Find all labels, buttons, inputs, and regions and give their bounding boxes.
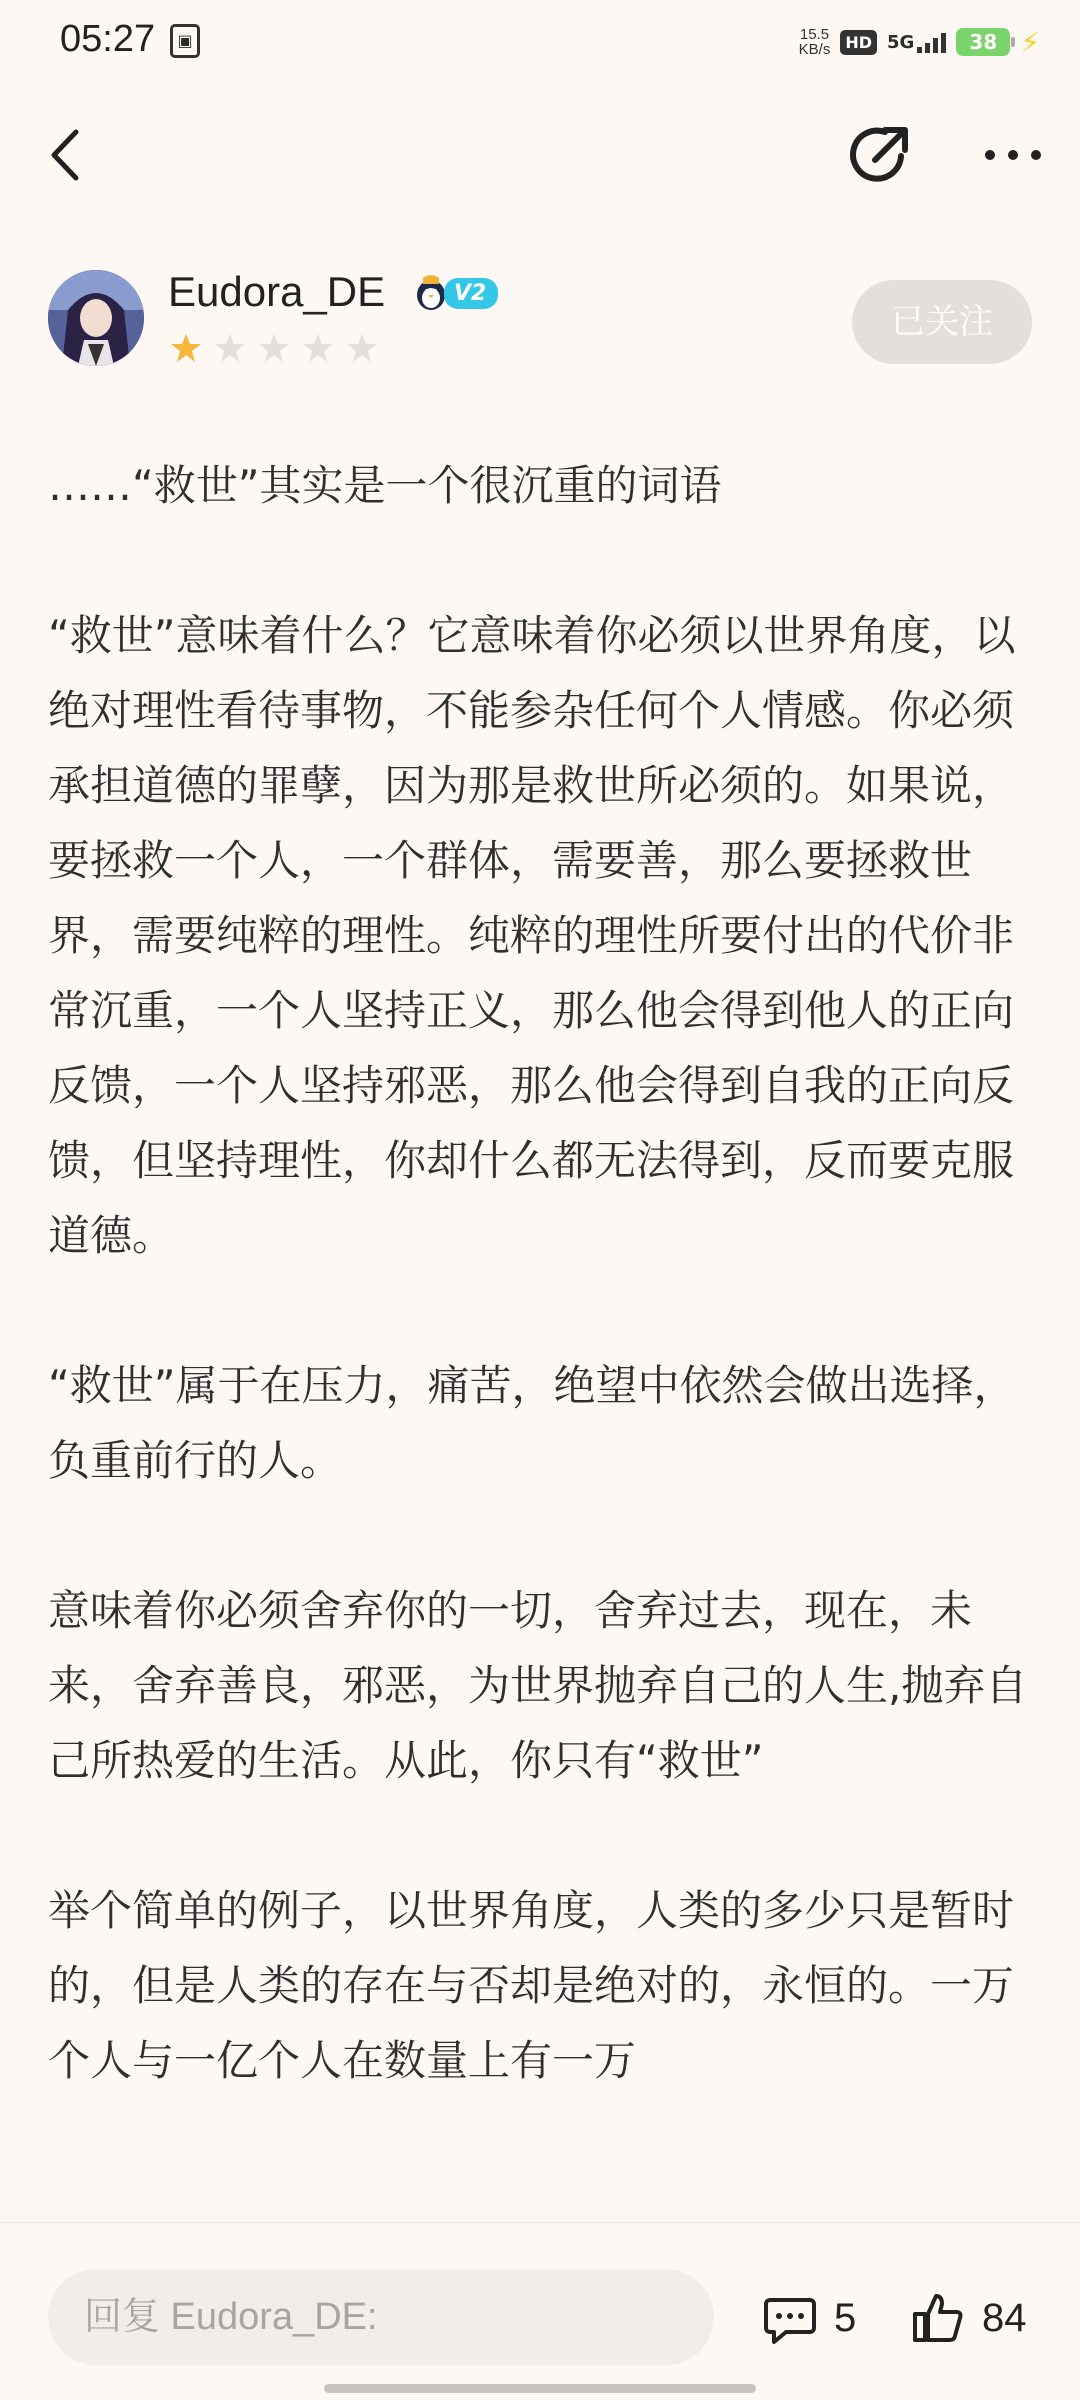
top-navigation	[0, 100, 1080, 210]
more-icon	[980, 130, 1050, 180]
notification-icon: ▣	[170, 24, 200, 58]
more-options-button[interactable]	[980, 130, 1050, 180]
comment-count: 5	[834, 2295, 857, 2340]
network-speed	[799, 27, 831, 57]
comment-button[interactable]	[762, 2283, 856, 2353]
author-avatar[interactable]	[48, 270, 144, 366]
star-empty-icon	[214, 332, 246, 364]
status-time: 05:27	[60, 18, 156, 60]
status-bar	[0, 0, 1080, 80]
charging-icon: ⚡	[1020, 25, 1040, 59]
post-paragraph: ……“救世”其实是一个很沉重的词语	[48, 461, 722, 510]
like-count: 84	[982, 2295, 1027, 2340]
star-empty-icon	[302, 332, 334, 364]
star-empty-icon	[346, 332, 378, 364]
post-content	[48, 448, 1048, 2173]
share-button[interactable]	[845, 120, 915, 190]
author-name[interactable]: Eudora_DE	[168, 268, 386, 315]
network-type: 5G	[887, 31, 915, 53]
reply-input[interactable]	[48, 2269, 714, 2365]
penguin-icon	[414, 274, 448, 312]
author-header	[0, 262, 1080, 382]
network-speed-value: 15.5	[799, 26, 830, 43]
back-button[interactable]	[40, 122, 100, 188]
back-arrow-icon	[40, 122, 100, 188]
star-filled-icon	[170, 332, 202, 364]
thumbs-up-icon	[910, 2290, 966, 2346]
share-icon	[845, 120, 915, 190]
status-indicators	[799, 22, 1040, 62]
post-paragraph: “救世”意味着什么？它意味着你必须以世界角度，以绝对理性看待事物，不能参杂任何个人情感。你必须承担道德的罪孽，因为那是救世所必须的。如果说，要拯救一个人，一个群体，需要善，那么要拯救世界，需要纯粹的理性。纯粹的理性所要付出的代价非常沉重，一个人坚持正义，那么他会得到他人的正向反馈，一个人坚持邪恶，那么他会得到自我的正向反馈，但坚持理性，你却什么都无法得到，反而要克服道德。	[48, 611, 1016, 1260]
post-paragraph: 举个简单的例子，以世界角度，人类的多少只是暂时的，但是人类的存在与否却是绝对的，永恒的。一万个人与一亿个人在数量上有一万	[48, 1886, 1015, 2085]
battery-icon: 38	[956, 28, 1010, 56]
hd-icon: HD	[840, 30, 877, 55]
author-rating	[170, 332, 378, 364]
level-label: V2	[444, 278, 498, 309]
post-paragraph: 意味着你必须舍弃你的一切，舍弃过去，现在，未来，舍弃善良，邪恶，为世界抛弃自己的人生,抛弃自己所热爱的生活。从此，你只有“救世”	[48, 1586, 1028, 1785]
like-button[interactable]	[910, 2283, 1027, 2353]
home-indicator[interactable]	[324, 2384, 756, 2393]
signal-icon	[887, 32, 946, 53]
level-badge	[414, 272, 498, 314]
avatar-image	[48, 270, 144, 366]
follow-button[interactable]: 已关注	[852, 280, 1032, 364]
network-speed-unit: KB/s	[798, 41, 831, 58]
star-empty-icon	[258, 332, 290, 364]
post-paragraph: “救世”属于在压力，痛苦，绝望中依然会做出选择，负重前行的人。	[48, 1361, 1016, 1485]
bottom-action-bar	[0, 2222, 1080, 2400]
comment-icon	[762, 2290, 818, 2346]
